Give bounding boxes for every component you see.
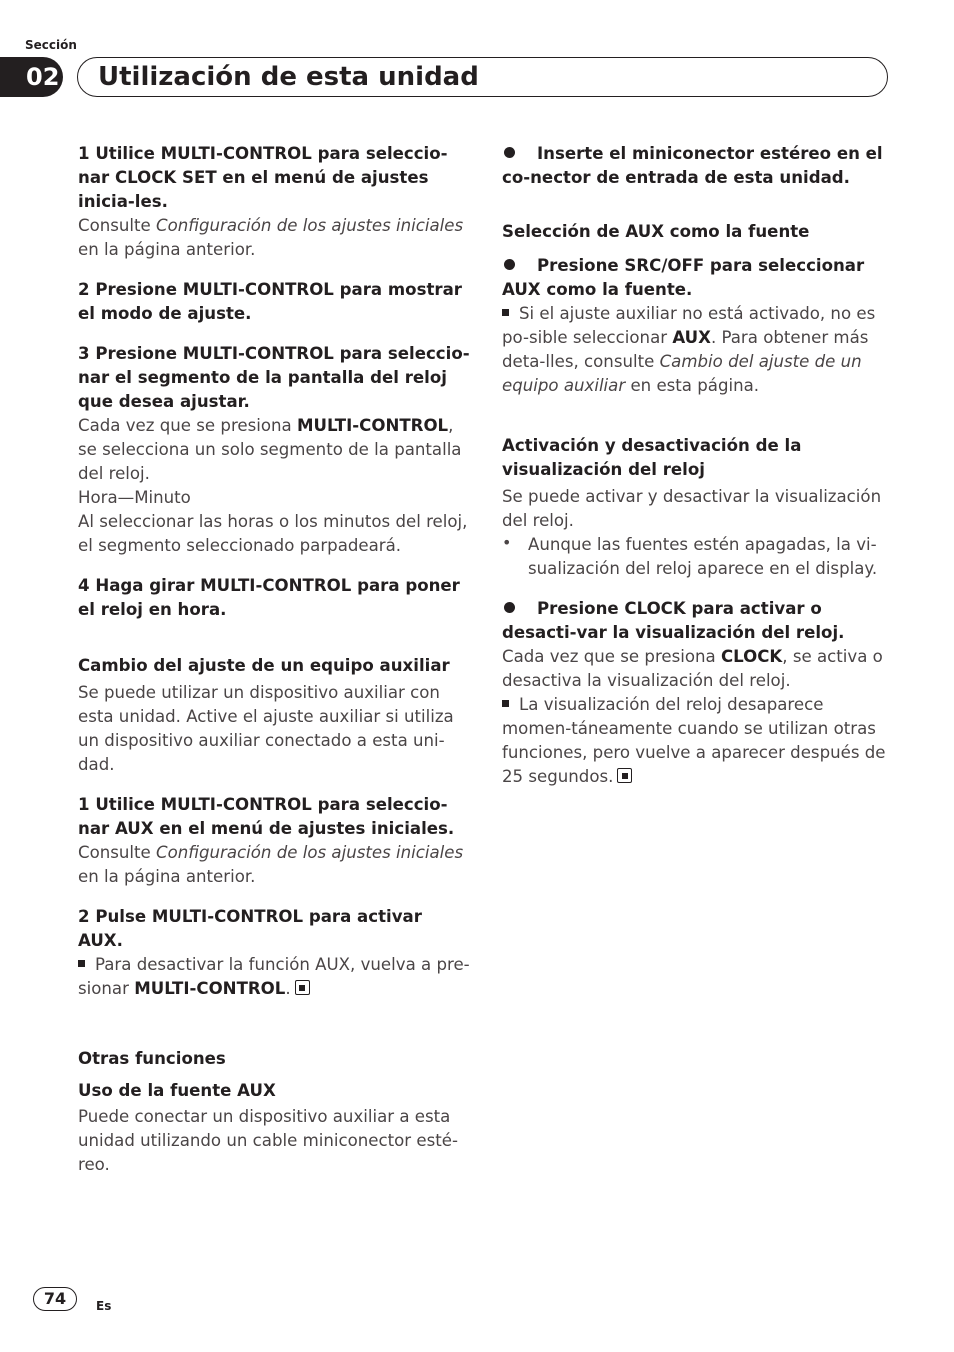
cross-reference: Configuración de los ajustes iniciales [156,216,464,235]
step-bullet-icon [504,602,515,613]
text: Presione CLOCK para activar o desacti-var la visualización del reloj. [502,599,845,642]
step-clock-3: 3 Presione MULTI-CONTROL para seleccio-nar el segmento de la pantalla del reloj que desea ajustar. [78,344,470,411]
end-mark-icon [617,768,632,783]
page-number: 74 [33,1287,77,1311]
text: Presione SRC/OFF para seleccionar AUX como la fuente. [502,256,865,299]
aux-setting-intro: Se puede utilizar un dispositivo auxiliar con esta unidad. Active el ajuste auxiliar si utiliza un dispositivo auxiliar conectado a esta uni-dad. [78,683,454,774]
section-label: Sección [25,38,77,52]
step-clock-2: 2 Presione MULTI-CONTROL para mostrar el modo de ajuste. [78,280,462,323]
clock-display-bullet [502,533,894,581]
select-aux-heading: Selección de AUX como la fuente [502,222,810,241]
section-title: Utilización de esta unidad [98,62,479,92]
right-column [502,142,894,789]
button-name: CLOCK [720,647,783,666]
text: Consulte [78,216,157,235]
note-square-icon [502,700,509,707]
step-src-note [502,302,894,398]
step-clock-toggle-note [502,693,894,789]
text: Si el ajuste auxiliar no está activado, no es po-sible seleccionar [502,304,876,347]
aux-source-heading: Uso de la fuente AUX [78,1081,276,1100]
note-square-icon [78,960,85,967]
left-column [78,142,470,1177]
step-clock-3-body [78,414,470,486]
cross-reference: Configuración de los ajustes iniciales [156,843,464,862]
step-clock-toggle-body [502,645,894,693]
step-clock-1-body [78,214,470,262]
step-bullet-icon [504,147,515,158]
section-number-tab: 02 [0,57,63,97]
step-insert [502,142,894,190]
text: Cada vez que se presiona [502,647,721,666]
step-src [502,254,894,302]
text: en esta página. [625,376,760,395]
text: en la página anterior. [78,867,256,886]
step-bullet-icon [504,259,515,270]
text: , se selecciona un solo segmento de la pantalla del reloj. [78,416,462,483]
text: . Para obtener más deta-lles, consulte [502,328,869,371]
language-code: Es [96,1299,112,1313]
text: Cada vez que se presiona [78,416,297,435]
step-aux-2-note [78,953,470,1001]
source-name: AUX [672,328,711,347]
text: Consulte [78,843,157,862]
text: Para desactivar la función AUX, vuelva a pre-sionar [78,955,470,998]
step-clock-1: 1 Utilice MULTI-CONTROL para seleccio-nar CLOCK SET en el menú de ajustes inicia-les. [78,144,448,211]
text: en la página anterior. [78,240,256,259]
clock-display-intro: Se puede activar y desactivar la visualización del reloj. [502,487,882,530]
aux-source-body: Puede conectar un dispositivo auxiliar a esta unidad utilizando un cable miniconector esté-reo. [78,1107,458,1174]
step-clock-3-sequence: Hora—Minuto [78,488,191,507]
step-clock-3-note: Al seleccionar las horas o los minutos del reloj, el segmento seleccionado parpadeará. [78,512,468,555]
text: . [285,979,291,998]
cross-reference: Cambio del ajuste de un equipo auxiliar [502,352,862,395]
text: Inserte el miniconector estéreo en el co-nector de entrada de esta unidad. [502,144,883,187]
button-name: MULTI-CONTROL [134,979,286,998]
step-clock-toggle [502,597,894,645]
text: Aunque las fuentes estén apagadas, la vi-sualización del reloj aparece en el display. [528,535,878,578]
other-functions-heading: Otras funciones [78,1049,226,1068]
step-aux-1-body [78,841,470,889]
text: La visualización del reloj desaparece momen-táneamente cuando se utilizan otras funciones, pero vuelve a aparecer después de 25 segundos. [502,695,886,786]
aux-setting-heading: Cambio del ajuste de un equipo auxiliar [78,656,450,675]
bullet-dot-icon: • [502,533,512,552]
end-mark-icon [295,980,310,995]
step-aux-1: 1 Utilice MULTI-CONTROL para seleccio-nar AUX en el menú de ajustes iniciales. [78,795,455,838]
step-aux-2: 2 Pulse MULTI-CONTROL para activar AUX. [78,907,422,950]
clock-display-heading: Activación y desactivación de la visualización del reloj [502,436,802,479]
note-square-icon [502,309,509,316]
button-name: MULTI-CONTROL [296,416,449,435]
text: , se activa o desactiva la visualización del reloj. [502,647,883,690]
step-clock-4: 4 Haga girar MULTI-CONTROL para poner el reloj en hora. [78,576,460,619]
